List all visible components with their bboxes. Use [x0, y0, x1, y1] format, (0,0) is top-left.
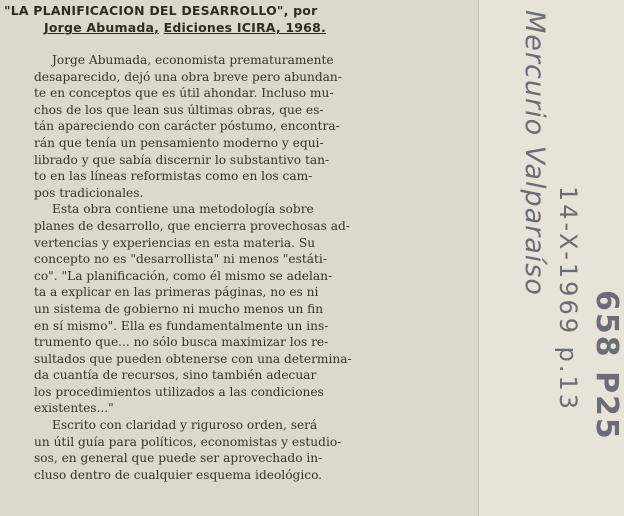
body-line: Jorge Abumada, economista prematuramente	[52, 53, 334, 67]
headline-title: "LA PLANIFICACION DEL DESARROLLO", por	[4, 3, 318, 18]
headline-author: Jorge Abumada,	[44, 20, 160, 35]
body-line: cluso dentro de cualquier esquema ideológico.	[34, 467, 323, 482]
body-line: to en las líneas reformistas como en los cam-	[34, 169, 313, 184]
body-line: da cuantía de recursos, sino también adecuar	[34, 368, 317, 383]
body-line: planes de desarrollo, que encierra provechosas ad-	[34, 218, 350, 233]
body-line: te en conceptos que es útil ahondar. Incluso mu-	[34, 86, 334, 101]
body-line: un sistema de gobierno ni mucho menos un fin	[34, 301, 324, 316]
body-line: un útil guía para políticos, economistas y estudio-	[34, 434, 342, 449]
body-line: desaparecido, dejó una obra breve pero abundan-	[34, 69, 342, 84]
body-line: tán apareciendo con carácter póstumo, encontra-	[34, 119, 340, 134]
headline-publisher: Ediciones ICIRA, 1968.	[163, 20, 326, 35]
body-line: Escrito con claridad y riguroso orden, será	[52, 418, 318, 433]
body-line: existentes..."	[34, 401, 114, 416]
body-line: pos tradicionales.	[34, 185, 144, 200]
body-line: sos, en general que puede ser aprovechado in-	[34, 451, 323, 466]
body-line: ta a explicar en las primeras páginas, no es ni	[34, 285, 319, 300]
body-line: librado y que sabía discernir lo substantivo tan-	[34, 152, 330, 167]
body-line: chos de los que lean sus últimas obras, que es-	[34, 102, 324, 117]
body-line: trumento que... no sólo busca maximizar los re-	[34, 335, 329, 350]
body-line: co". "La planificación, como él mismo se adelan-	[34, 268, 333, 283]
handwritten-date-note: 14-X-1969 p.13	[554, 186, 582, 413]
body-line: los procedimientos utilizados a las condiciones	[34, 384, 324, 399]
review-body	[34, 52, 476, 483]
body-line: sultados que pueden obtenerse con una determina-	[34, 351, 352, 366]
handwritten-catalog-code: 658 P25	[589, 290, 624, 441]
body-line: concepto no es "desarrollista" ni menos "estáti-	[34, 252, 327, 267]
handwritten-source-note: Mercurio Valparaíso	[519, 10, 550, 296]
body-line: vertencias y experiencias en esta materia. Su	[34, 235, 316, 250]
review-headline	[4, 2, 474, 36]
body-line: rán que tenía un pensamiento moderno y equi-	[34, 135, 324, 150]
headline-byline	[4, 19, 474, 36]
body-line: Esta obra contiene una metodología sobre	[52, 202, 314, 217]
body-line: en sí mismo". Ella es fundamentalmente un ins-	[34, 318, 329, 333]
